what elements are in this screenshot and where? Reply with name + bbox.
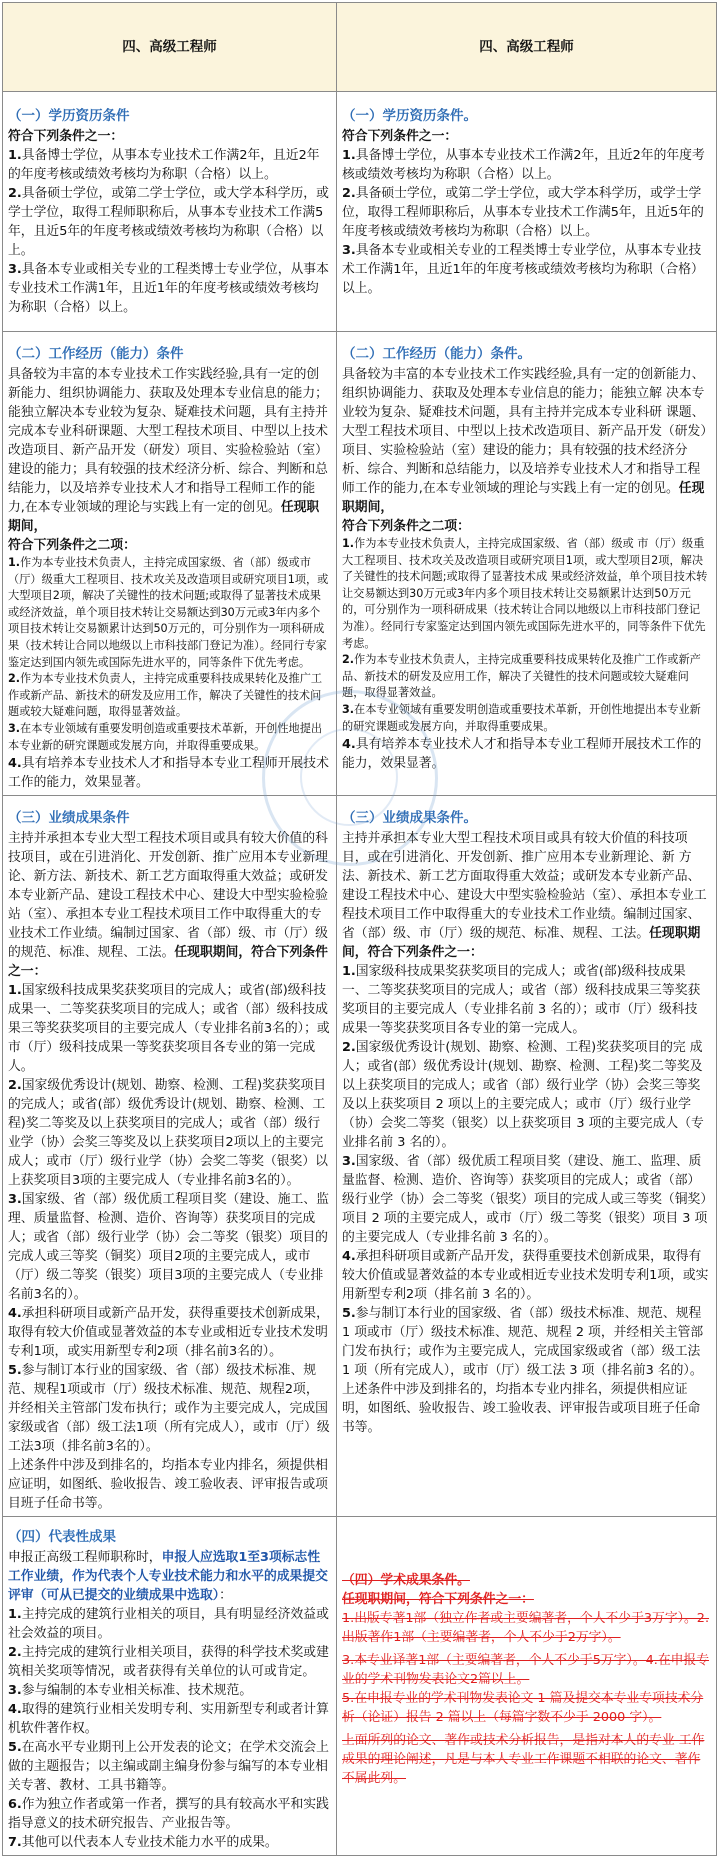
list-item [8,1643,331,1681]
item-number: 1. [342,148,356,163]
item-number: 3. [8,721,21,735]
item-text: 作为本专业技术负责人，主持完成国家级、省（部）级或 市（厅）级重大工程项目、技术攻关及改造项目或研究项目1项，或大型项目2项，解决了关键性的技术问题;或取得了显著技术成 果或经济效益，单个项目技术转让交易额达到30万元或3年内多个项目技术转让交易额累计达到50万元的，可分别作为一项科研成果（技术转让合同以地级以上市科技部门登记为准）。经同行专家鉴定达到国内领先或国际先进水平的，同等条件下优先考虑。 [342,537,708,650]
item-text: 具备硕士学位，或第二学士学位，或大学本科学历，或学士学位，取得工程师职称后，从事本专业技术工作满5年，且近5年的年度考核或绩效考核均为称职（合格）以上。 [342,186,704,239]
item-text: 参与编制的本专业相关标准、技术规范。 [21,1683,253,1699]
item-number: 3. [8,1683,22,1699]
list-item [342,735,711,773]
item-text: 参与制订本行业的国家级、省（部）级技术标准、规范、规程 1 项或市（厅）级技术标准、规范、规程 2 项，并经相关主管部门发布执行；或作为主要完成人，完成国家级或省（部）级工法 1 项（所有完成人），或市（厅）级工法 3 项（排名前3 名的）。 [342,1306,704,1379]
item-number: 6. [8,1797,22,1813]
section-heading: （四）代表性成果 [8,1529,116,1546]
item-text: 具有培养本专业技术人才和指导本专业工程师开展技术工作的能力，效果显著。 [342,737,702,772]
list-item [8,981,331,1076]
list-item [8,1190,331,1304]
intro-text [8,1548,331,1605]
item-text: 具备本专业或相关专业的工程类博士专业学位，从事本专业技术工作满1年，且近1年的年度考核或绩效考核均为称职（合格）以上。 [342,243,704,296]
item-text: 在本专业领域有重要发明创造或重要技术革新，开创性地提出本专业新的研究课题或发展方向，并取得重要成果。 [8,721,323,752]
list-item [342,1152,711,1247]
item-number: 3. [342,243,356,258]
item-text: 国家级优秀设计(规划、勘察、检测、工程)奖获奖项目的完成人；或省(部）级优秀设计(规划、勘察、检测、工程)奖二等奖及以上获奖项目的完成人；或省（部）级行业学（协）会奖三等奖及以上获奖项目2项以上的主要完成人；或市（厅）级行业学（协）会奖二等奖（银奖）以上获奖项目3项的主要完成人（专业排名前3名的）。 [8,1078,328,1189]
list-item: 3.本专业译著1部（主要编著者，个人不少于5万字）。4.在申报专业的学术刊物发表论文2篇以上。 [342,1653,710,1688]
item-number: 2. [8,186,22,201]
list-item [8,1833,331,1852]
representative-left-cell [3,1517,337,1856]
item-text: 作为本专业技术负责人，主持完成国家级、省（部）级或市（厅）级重大工程项目、技术攻关及改造项目或研究项目1项，或大型项目2项，解决了关键性的技术问题;或取得了显著技术成果或经济效益，单个项目技术转让交易额达到30万元或3年内多个项目技术转让交易额累计达到50万元的，可分别作为一项科研成果（技术转让合同以地级以上市科技部门登记为准）。经同行专家鉴定达到国内领先或国际先进水平的，同等条件下优先考虑。 [8,556,329,669]
intro-text: 符合下列条件之二项： [342,519,470,534]
item-text: 在高水平专业期刊上公开发表的论文；在学术交流会上做的主题报告；以主编或副主编身份参与编写的本专业相关专著、教材、工具书籍等。 [8,1740,329,1794]
list-item [342,241,711,298]
tail-text: 任现职期间， [342,481,705,515]
item-number: 4. [8,1702,22,1718]
experience-right-cell [337,332,717,796]
tail-text: 任现职期间，符合下列条件之一： [342,926,701,961]
row-representative [3,1517,717,1856]
list-item: 5.在申报专业的学术刊物发表论文 1 篇及提交本专业专项技术分析（论证）报告 2 篇以上（每篇字数不少于 2000 字）。 [342,1691,704,1726]
education-left-cell [3,92,337,332]
academic-right-cell [337,1517,717,1856]
body-span: 具备较为丰富的本专业技术工作实践经验,具有一定的创新能力、组织协调能力、获取及处理本专业信息的能力；能独立解决本专业较为复杂、疑难技术问题，具有主持并完成本专业科研课题、大型工程技术项目、中型以上技术改造项目、新产品开发（研发）项目、实验检验站（室）建设的能力；具有较强的技术经济分析、综合、判断和总结能力，以及培养专业技术人才和指导工程师工作的能力,在本专业领域的理论与实践上有一定的创见。 [8,367,328,515]
item-number: 1. [8,148,22,163]
item-text: 作为独立作者或第一作者，撰写的具有较高水平和实践指导意义的技术研究报告、产业报告等。 [8,1797,329,1832]
section-heading: （三）业绩成果条件 [8,810,130,827]
item-number: 3. [8,262,22,277]
item-number: 5. [8,1740,22,1756]
item-number: 2. [342,1040,356,1056]
list-item [8,1700,331,1738]
row-achievements [3,796,717,1517]
list-item [8,754,331,792]
item-number: 5. [8,1363,22,1379]
intro-text: 任现职期间，符合下列条件之一： [342,1592,534,1608]
body-span: 具备较为丰富的本专业技术工作实践经验,具有一定的创新能力、组织协调能力、获取及处理本专业信息的能力；能独立解 决本专业较为复杂、疑难技术问题，具有主持并完成本专业科研 课题、大型工程技术项目、中型以上技术改造项目、新产品开发（研发）项目、实验检验站（室）建设的能力；具有较强的技术经济分析、综合、判断和总结能力，以及培养专业技术人才和指导工程师工作的能力,在本专业领域的理论与实践上有一定的创见。 [342,367,707,496]
header-left: 四、高级工程师 [3,3,337,92]
item-number: 2. [8,1078,22,1094]
item-text: 国家级科技成果奖获奖项目的完成人；或省(部)级科技成果一、二等奖获奖项目的完成人；或省（部）级科技成果三等奖获奖项目的主要完成人（专业排名前3名的）；或市（厅）级科技成果一等奖获奖项目各专业的第一完成人。 [8,983,330,1075]
list-item [8,555,331,671]
tail-text: 任现职期间， [8,500,320,534]
achievement-left-cell [3,796,337,1517]
item-text: 主持完成的建筑行业相关项目，获得的科学技术奖或建筑相关奖项等情况，或者获得有关单位的认可或肯定。 [8,1645,329,1680]
list-item [342,1247,711,1304]
item-text: 国家级科技成果奖获奖项目的完成人；或省(部)级科技成果 一、二等奖获奖项目的完成人；或省（部）级科技成果三等奖获奖项目的主要完成人（专业排名前 3 名的）；或市（厅）级科技 成果一等奖获奖项目各专业的第一完成人。 [342,964,701,1037]
item-number: 4. [342,737,356,753]
item-number: 5. [342,1306,356,1322]
intro-text: 符合下列条件之二项： [8,538,136,553]
item-number: 1. [342,964,356,980]
section-heading: （四）学术成果条件。 [342,1573,470,1589]
list-item [342,184,711,241]
item-number: 7. [8,1835,22,1851]
experience-left-cell [3,332,337,796]
section-heading: （二）工作经历（能力）条件 [8,346,184,362]
body-text [8,829,331,981]
item-number: 1. [8,983,22,999]
header-right: 四、高级工程师 [337,3,717,92]
list-item [342,1304,711,1380]
item-number: 3. [342,702,355,716]
list-item [8,1795,331,1833]
list-item [342,146,711,184]
section-heading: （一）学历资历条件 [8,108,130,124]
note-text: 上述条件中涉及到排名的，均指本专业内排名，须提供相应证明，如图纸、验收报告、竣工验收表、评审报告或项目班子任命书等。 [8,1458,328,1512]
body-text [8,365,331,536]
intro-plain: 申报正高级工程师职称时， [8,1550,162,1566]
list-item [342,1038,711,1152]
item-text: 承担科研项目或新产品开发，获得重要技术创新成果，取得有较大价值或显著效益的本专业或相近专业技术发明专利1项，或实用新型专利2项（排名前 3 名的）。 [342,1249,709,1303]
note-text: 上面所列的论文、著作或技术分析报告，是指对本人的专业 工作成果的理论阐述，凡是与本人专业工作课题不相联的论文、著作不属此列。 [342,1733,705,1787]
section-heading: （二）工作经历（能力）条件。 [342,346,531,362]
list-item [8,1304,331,1361]
item-number: 4. [8,756,22,772]
item-number: 4. [342,1249,356,1265]
body-text [342,829,711,962]
list-item [8,1076,331,1190]
list-item [8,260,331,317]
item-number: 2. [8,1645,22,1661]
list-item [8,1605,331,1643]
item-number: 4. [8,1306,22,1322]
list-item [8,1738,331,1795]
note-text: 上述条件中涉及到排名的，均指本专业内排名，须提供相应证明，如图纸、验收报告、竣工验收表、评审报告或项目班子任命书等。 [342,1382,701,1436]
achievement-right-cell [337,796,717,1517]
item-number: 3. [342,1154,356,1170]
item-text: 国家级、省（部）级优质工程项目奖（建设、施工、监理、质量监督、检测、造价、咨询等）获奖项目的完成人；或省（部）级行业学（协）会二等奖（银奖）项目的完成人或三等奖（铜奖）项目 2 项的主要完成人，或市（厅）级二等奖（银奖）项目 3 项的主要完成人（专业排名前 3 名的）。 [342,1154,708,1246]
list-item [8,1681,331,1700]
item-text: 国家级优秀设计(规划、勘察、检测、工程)奖获奖项目的完 成人；或省(部）级优秀设计(规划、勘察、检测、工程)奖二等奖及以上获奖项目的完成人；或省（部）级行业学（协）会奖三等奖及以上获奖项目 2 项以上的主要完成人；或市（厅）级行业学（协）会奖二等奖（银奖）以上获奖项目 3 项的主要完成人（专业排名前 3 名的）。 [342,1040,704,1151]
item-number: 2. [8,672,21,686]
item-text: 在本专业领域有重要发明创造或重要技术革新，开创性地提出本专业新的研究课题或发展方向，并取得重要成果。 [342,702,701,733]
item-number: 3. [8,1192,22,1208]
header-row [3,3,717,92]
item-text: 国家级、省（部）级优质工程项目奖（建设、施工、监理、质量监督、检测、造价、咨询等）获奖项目的完成人；或省（部）级行业学（协）会二等奖（银奖）项目的完成人或三等奖（铜奖）项目2项的主要完成人，或市（厅）级二等奖（银奖）项目3项的主要完成人（专业排名前3名的）。 [8,1192,329,1303]
item-number: 1. [8,556,21,569]
section-heading: （三）业绩成果条件。 [342,810,477,827]
tail-text: 任现职期间，符合下列条件之一： [8,945,328,980]
item-text: 具备本专业或相关专业的工程类博士专业学位，从事本专业技术工作满1年，且近1年的年度考核或绩效考核均为称职（合格）以上。 [8,262,329,315]
list-item [8,184,331,260]
list-item [342,962,711,1038]
list-item [8,146,331,184]
item-text: 取得的建筑行业相关发明专利、实用新型专利或者计算机软件著作权。 [8,1702,329,1737]
comparison-table [2,2,717,1856]
item-number: 1. [342,537,355,550]
item-text: 具备硕士学位，或第二学士学位，或大学本科学历，或学士学位，取得工程师职称后，从事本专业技术工作满5年，且近5年的年度考核或绩效考核均为称职（合格）以上。 [8,186,329,258]
list-item: 1.出版专著1部（独立作者或主要编著者，个人不少于3万字）。2.出版著作1部（主要编著者，个人不少于2万字）。 [342,1611,710,1646]
list-item [342,702,711,735]
row-work-experience [3,332,717,796]
item-number: 1. [8,1607,22,1623]
row-education [3,92,717,332]
body-text [342,365,711,517]
body-span: 主持并承担本专业大型工程技术项目或具有较大价值的科技项目，或在引进消化、开发创新、推广应用本专业新理论、新方法、新技术、新工艺方面取得重大效益；或研发本专业新产品、建设工程技术中心、建设大中型实验检验站（室）、承担本专业工程技术项目工作中取得重大的专业技术工作业绩。编制过国家、省（部）级、市（厅）级的规范、标准、规程、工法。 [8,831,328,961]
item-text: 主持完成的建筑行业相关的项目，具有明显经济效益或社会效益的项目。 [8,1607,329,1642]
list-item [8,671,331,721]
body-span: 主持并承担本专业大型工程技术项目或具有较大价值的科技项目，或在引进消化、开发创新、推广应用本专业新理论、新 方法、新技术、新工艺方面取得重大效益；或研发本专业新产品、建设工程技术中心、建设大中型实验检验站（室）、承担本专业工程技术项目工作中取得重大的专业技术工作业绩。编制过国家、省（部）级、市（厅）级的规范、标准、规程、工法。 [342,831,707,942]
intro-end: ： [219,1588,232,1604]
item-text: 参与制订本行业的国家级、省（部）级技术标准、规范、规程1项或市（厅）级技术标准、规范、规程2项，并经相关主管部门发布执行；或作为主要完成人，完成国家级或省（部）级工法1项（所有完成人），或市（厅）级工法3项（排名前3名的）。 [8,1363,330,1455]
section-heading: （一）学历资历条件。 [342,108,477,124]
item-number: 2. [342,186,356,201]
item-text: 作为本专业技术负责人，主持完成重要科技成果转化及推广工作或新产品、新技术的研发及应用工作，解决了关键性的技术问题或较大疑难问题，取得显著效益。 [342,653,701,700]
item-text: 具有培养本专业技术人才和指导本专业工程师开展技术工作的能力，效果显著。 [8,756,329,791]
item-text: 具备博士学位，从事本专业技术工作满2年，且近2年的年度考核或绩效考核均为称职（合格）以上。 [342,148,705,182]
intro-text: 符合下列条件之一： [342,129,458,144]
intro-highlight: 申报人应选取1至3项标志性工作业绩，作为代表个人专业技术能力和水平的成果提交评审（可从已提交的业绩成果中选取） [8,1550,328,1604]
item-number: 2. [342,653,355,667]
item-text: 具备博士学位，从事本专业技术工作满2年，且近2年的年度考核或绩效考核均为称职（合格）以上。 [8,148,320,182]
list-item [342,652,711,702]
education-right-cell [337,92,717,332]
item-text: 其他可以代表本人专业技术能力水平的成果。 [21,1835,278,1851]
list-item [8,721,331,754]
list-item [342,536,711,652]
item-text: 承担科研项目或新产品开发，获得重要技术创新成果，取得有较大价值或显著效益的本专业或相近专业技术发明专利1项，或实用新型专利2项（排名前3名的）。 [8,1306,329,1360]
list-item [8,1361,331,1456]
intro-text: 符合下列条件之一： [8,129,124,144]
item-text: 作为本专业技术负责人，主持完成重要科技成果转化及推广工作或新产品、新技术的研发及应用工作，解决了关键性的技术问题或较大疑难问题，取得显著效益。 [8,672,323,719]
